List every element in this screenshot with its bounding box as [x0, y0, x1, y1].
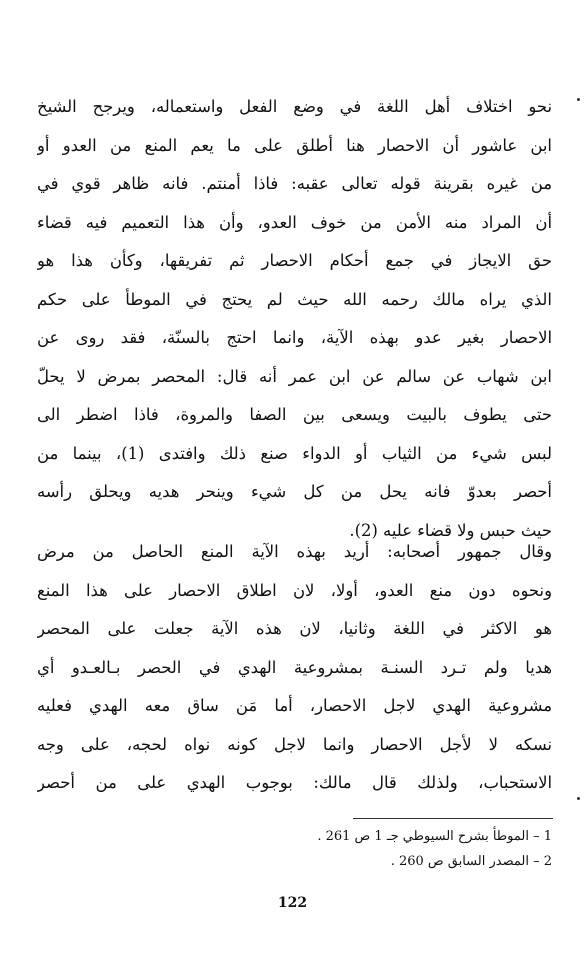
text-line: لبس شيء من الثياب أو الدواء صنع ذلك وافتدى (1)، بينما من	[37, 443, 552, 463]
text-line: أحصر بعدوّ فانه يحل من كل شيء وينحر هديه ويحلق رأسه	[37, 482, 552, 501]
text-line: حق الايجاز في جمع أحكام الاحصار ثم تفريقها، وكأن هذا هو	[37, 251, 552, 270]
paragraph-2	[37, 533, 552, 803]
text-line: ابن شهاب عن سالم عن ابن عمر أنه قال: المحصر بمرض لا يحلّ	[37, 366, 552, 386]
text-line: نسكه لا لأجل الاحصار وانما لاجل كونه نواه لحجه، على وجه	[37, 734, 552, 754]
text-line: الاحصار بغير عدو بهذه الآية، وانما احتج بالسنّة، فقد روى عن	[37, 328, 552, 347]
paragraph-1	[37, 88, 552, 550]
text-line: الاستحباب، ولذلك قال مالك: بوجوب الهدي على من أحصر	[37, 773, 552, 792]
footnote-divider	[353, 818, 553, 819]
page-number: 122	[277, 895, 308, 911]
margin-mark-bottom	[577, 797, 580, 800]
text-line: هو الاكثر في اللغة وثانيا، لان هذه الآية جعلت على المحصر	[37, 619, 552, 638]
margin-mark-top	[577, 98, 580, 101]
text-line: ونحوه دون منع العدو، أولا، لان اطلاق الاحصار على هذا المنع	[37, 580, 552, 600]
text-line: هديا ولم تـرد السنـة بمشروعية الهدي في الحصر بـالعـدو أي	[37, 657, 552, 677]
text-line: الذي يراه مالك رحمه الله حيث لم يحتج في الموطأ على حكم	[37, 289, 552, 309]
text-line: من غيره بقرينة قوله تعالى عقبه: فاذا أمنتم. فانه ظاهر قوي في	[37, 174, 552, 193]
text-line: حتى يطوف بالبيت ويسعى بين الصفا والمروة، فاذا اضطر الى	[37, 405, 552, 424]
text-line: أن المراد منه الأمن من خوف العدو، وأن هذا التعميم فيه قضاء	[37, 212, 552, 232]
footnotes	[180, 824, 552, 874]
text-line: مشروعية الهدي لاجل الاحصار، أما مَن ساق معه الهدي فعليه	[37, 696, 552, 715]
footnote-2: 2 – المصدر السابق ص 260 .	[390, 854, 552, 869]
text-line: وقال جمهور أصحابه: أريد بهذه الآية المنع الحاصل من مرض	[37, 542, 552, 561]
footnote-1: 1 – الموطأ بشرح السيوطي جـ 1 ص 261 .	[317, 829, 552, 844]
text-line: نحو اختلاف أهل اللغة في وضع الفعل واستعماله، ويرجح الشيخ	[37, 97, 552, 116]
text-line: ابن عاشور أن الاحصار هنا أطلق على ما يعم المنع من العدو أو	[37, 135, 552, 155]
text-line: حيث حبس ولا قضاء عليه (2).	[349, 520, 552, 540]
